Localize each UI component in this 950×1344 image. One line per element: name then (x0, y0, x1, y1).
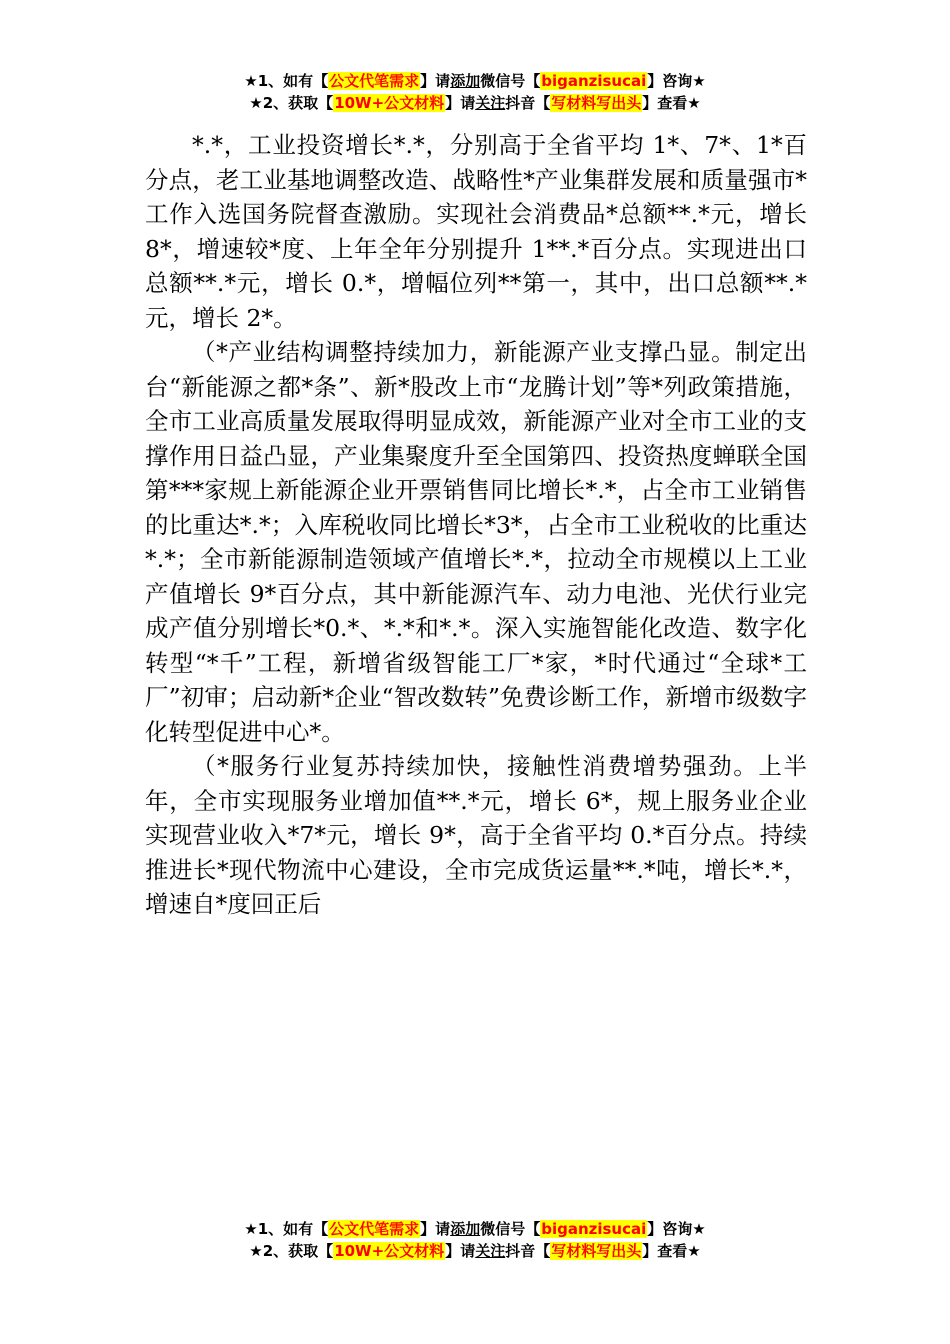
promo-line-2 (0, 92, 950, 114)
promo-highlight-douyin-account: 写材料写出头 (551, 1242, 642, 1260)
promo-line-1-suffix: 】咨询★ (647, 72, 706, 90)
paragraph-investment-consumption: *.*，工业投资增长*.*，分别高于全省平均 1*、7*、1*百分点，老工业基地调整改造、战略性*产业集群发展和质量强市*工作入选国务院督查激励。实现社会消费品*总额**.*元，增长 8*，增速较*度、上年全年分别提升 1**.*百分点。实现进出口总额**.*元，增长 0.*，增幅位列**第一，其中，出口总额**.*元，增长 2*。 (145, 131, 807, 332)
promo-line-1 (0, 70, 950, 92)
promo-underline-add: 添加 (450, 1220, 481, 1238)
promo-highlight-wechat-id: biganzisucai (541, 72, 647, 90)
paragraph-service-industry: （*服务行业复苏持续加快，接触性消费增势强劲。上半年，全市实现服务业增加值**.*元，增长 6*，规上服务业企业实现营业收入*7*元，增长 9*，高于全省平均 0.*百分点。持续推进长*现代物流中心建设，全市完成货运量**.*吨，增长*.*，增速自*度回正后 (145, 752, 807, 918)
paragraph-industry-structure: （*产业结构调整持续加力，新能源产业支撑凸显。制定出台“新能源之都*条”、新*股改上市“龙腾计划”等*列政策措施，全市工业高质量发展取得明显成效，新能源产业对全市工业的支撑作用日益凸显，产业集聚度升至全国第四、投资热度蝉联全国第***家规上新能源企业开票销售同比增长*.*，占全市工业销售的比重达*.*；入库税收同比增长*3*，占全市工业税收的比重达*.*；全市新能源制造领域产值增长*.*，拉动全市规模以上工业产值增长 9*百分点，其中新能源汽车、动力电池、光伏行业完成产值分别增长*0.*、*.*和*.*。深入实施智能化改造、数字化转型“*千”工程，新增省级智能工厂*家，*时代通过“全球*工厂”初审；启动新*企业“智改数转”免费诊断工作，新增市级数字化转型促进中心*。 (145, 338, 807, 746)
promo-line-1-suffix: 】咨询★ (647, 1220, 706, 1238)
promo-line-1-prefix: ★1、如有【 (244, 1220, 329, 1238)
promo-line-2-prefix: ★2、获取【 (249, 94, 334, 112)
promo-line-2-prefix: ★2、获取【 (249, 1242, 334, 1260)
bottom-promo-banner (0, 1218, 950, 1262)
promo-highlight-materials: 10W+公文材料 (334, 94, 445, 112)
promo-line-1-text: 】请 (420, 72, 451, 90)
promo-highlight-materials: 10W+公文材料 (334, 1242, 445, 1260)
promo-line-2 (0, 1240, 950, 1262)
promo-underline-follow: 关注 (475, 1242, 506, 1260)
promo-underline-follow: 关注 (475, 94, 506, 112)
promo-line-2-suffix: 】查看★ (642, 1242, 701, 1260)
promo-highlight-writing-service: 公文代笔需求 (329, 72, 420, 90)
promo-line-2-text-2: 抖音【 (505, 94, 551, 112)
promo-line-2-text: 】请 (445, 1242, 476, 1260)
promo-line-1 (0, 1218, 950, 1240)
promo-line-1-text: 】请 (420, 1220, 451, 1238)
promo-highlight-writing-service: 公文代笔需求 (329, 1220, 420, 1238)
promo-underline-add: 添加 (450, 72, 481, 90)
promo-highlight-wechat-id: biganzisucai (541, 1220, 647, 1238)
promo-highlight-douyin-account: 写材料写出头 (551, 94, 642, 112)
promo-line-2-suffix: 】查看★ (642, 94, 701, 112)
promo-line-1-text-2: 微信号【 (480, 72, 541, 90)
promo-line-2-text: 】请 (445, 94, 476, 112)
top-promo-banner (0, 70, 950, 114)
document-body (145, 128, 807, 922)
promo-line-1-prefix: ★1、如有【 (244, 72, 329, 90)
promo-line-2-text-2: 抖音【 (505, 1242, 551, 1260)
promo-line-1-text-2: 微信号【 (480, 1220, 541, 1238)
